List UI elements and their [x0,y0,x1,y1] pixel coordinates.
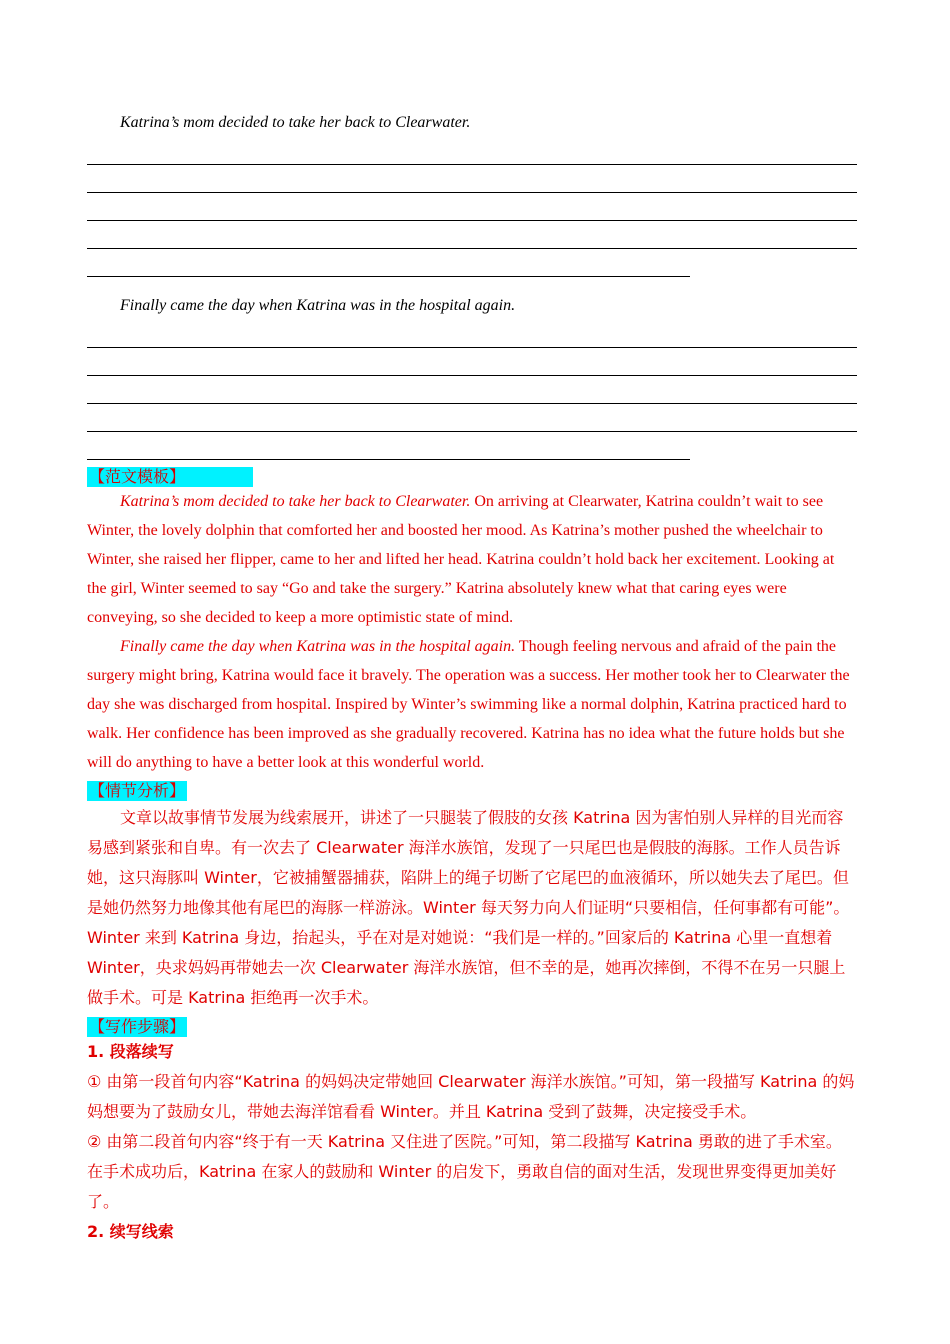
model-p2-opening: Finally came the day when Katrina was in the hospital again. [120,638,516,655]
answer-line[interactable] [87,404,857,432]
step-2-title: 2. 续写线索 [87,1222,174,1241]
answer-line[interactable] [87,193,857,221]
prompt-paragraph-2: Finally came the day when Katrina was in the hospital again. [120,297,516,314]
document-page [87,108,857,1247]
answer-line[interactable] [87,320,857,348]
model-p1-opening: Katrina’s mom decided to take her back to Clearwater. [120,493,471,510]
step-1-item-1: ① 由第一段首句内容“Katrina 的妈妈决定带她回 Clearwater 海洋水族馆。”可知，第一段描写 Katrina 的妈妈想要为了鼓励女儿，带她去海洋馆看看 Winter。并且 Katrina 受到了鼓舞，决定接受手术。 [87,1072,855,1121]
answer-line[interactable] [87,432,690,460]
answer-line[interactable] [87,137,857,165]
step-1-title: 1. 段落续写 [87,1042,174,1061]
answer-line[interactable] [87,165,857,193]
model-paragraph-2 [87,632,857,777]
answer-line[interactable] [87,348,857,376]
model-p1-body: On arriving at Clearwater, Katrina couldn’t wait to see Winter, the lovely dolphin that comforted her and boosted her mood. As Katrina’s mother pushed the wheelchair to Winter, she raised her flipper, came to her and lifted her head. Katrina couldn’t hold back her excitement. Looking at the girl, Winter seemed to say “Go and take the surgery.” Katrina absolutely knew what that caring eyes were conveying, so she decided to keep a more optimistic state of mind. [87,493,835,626]
step-1-item-2: ② 由第二段首句内容“终于有一天 Katrina 又住进了医院。”可知，第二段描写 Katrina 勇敢的进了手术室。在手术成功后，Katrina 在家人的鼓励和 Winter 的启发下，勇敢自信的面对生活，发现世界变得更加美好了。 [87,1132,842,1211]
section-tag-model: 【范文模板】 [87,467,253,487]
plot-analysis-text: 文章以故事情节发展为线索展开，讲述了一只腿装了假肢的女孩 Katrina 因为害怕别人异样的目光而容易感到紧张和自卑。有一次去了 Clearwater 海洋水族馆，发现了一只尾巴也是假肢的海豚。工作人员告诉她，这只海豚叫 Winter，它被捕蟹器捕获，陷阱上的绳子切断了它尾巴的血液循环，所以她失去了尾巴。但是她仍然努力地像其他有尾巴的海豚一样游泳。Winter 每天努力向人们证明“只要相信，任何事都有可能”。Winter 来到 Katrina 身边，抬起头，乎在对是对她说：“我们是一样的。”回家后的 Katrina 心里一直想着 Winter，央求妈妈再带她去一次 Clearwater 海洋水族馆，但不幸的是，她再次摔倒，不得不在另一只腿上做手术。可是 Katrina 拒绝再一次手术。 [87,808,850,1007]
model-p2-body: Though feeling nervous and afraid of the pain the surgery might bring, Katrina would face it bravely. The operation was a success. Her mother took her to Clearwater the day she was discharged from hospital. Inspired by Winter’s swimming like a normal dolphin, Katrina practiced hard to walk. Her confidence has been improved as she gradually recovered. Katrina has no idea what the future holds but she will do anything to have a better look at this wonderful world. [87,638,850,771]
prompt-paragraph-1: Katrina’s mom decided to take her back to Clearwater. [120,114,471,131]
section-tag-plot: 【情节分析】 [89,781,186,800]
answer-line[interactable] [87,221,857,249]
answer-line[interactable] [87,249,690,277]
model-paragraph-1 [87,487,857,632]
section-tag-steps: 【写作步骤】 [89,1017,186,1036]
answer-line[interactable] [87,376,857,404]
